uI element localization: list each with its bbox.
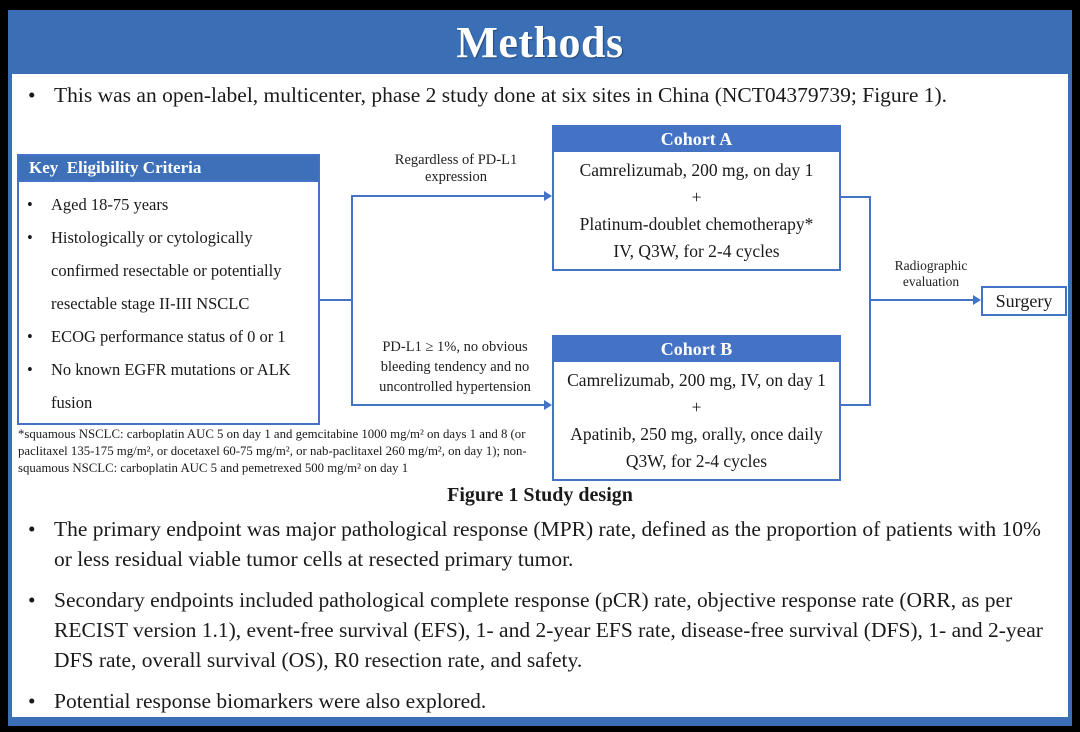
connector-line [320,299,351,301]
intro-bullet [28,80,1060,110]
intro-bullet-text: This was an open-label, multicenter, phase 2 study done at six sites in China (NCT04379739; Figure 1). [54,83,948,107]
slide-title-bar [8,10,1072,74]
cohort-a-line: + [691,187,702,207]
connector-line [841,196,869,198]
bullet-icon: • [27,327,33,346]
connector-line [351,195,353,406]
cohort-b-header: Cohort B [554,337,839,362]
connector-line [841,404,869,406]
bullet-icon: • [28,83,36,107]
bullet-item [28,514,1062,574]
eligibility-item-text: ECOG performance status of 0 or 1 [51,327,286,346]
bullet-icon: • [27,360,33,379]
bullet-icon: • [27,195,33,214]
eligibility-item [27,221,316,320]
arrow-to-surgery [869,299,975,301]
cohort-b-body [554,362,839,479]
bullet-icon: • [27,228,33,247]
eligibility-item [27,188,316,221]
cohort-a-body [554,152,839,269]
arrowhead-icon [544,400,552,410]
slide-content [8,74,1072,717]
bullet-text: The primary endpoint was major pathological response (MPR) rate, defined as the proportion of patients with 10% or less residual viable tumor cells at resected primary tumor. [54,517,1041,571]
cohort-a-line: Camrelizumab, 200 mg, on day 1 [579,160,814,180]
bullet-item [28,686,1062,716]
eligibility-item [27,320,316,353]
chemotherapy-footnote: *squamous NSCLC: carboplatin AUC 5 on day 1 and gemcitabine 1000 mg/m² on days 1 and 8 (or paclitaxel 135-175 mg/m², or docetaxel 60-75 mg/m², or nab-paclitaxel 260 mg/m², on day 1); non-squamous NSCLC: carboplatin AUC 5 and pemetrexed 500 mg/m² on day 1 [18,427,527,475]
eligibility-item [27,353,316,419]
cohort-a-line: Platinum-doublet chemotherapy* [579,214,814,234]
radiographic-evaluation-label: Radiographic evaluation [894,258,968,289]
eligibility-header: Key Eligibility Criteria [17,154,320,182]
surgery-box: Surgery [981,286,1067,316]
figure-caption: Figure 1 Study design [447,484,633,506]
bullet-icon: • [28,689,36,713]
cohort-b-box [552,335,841,481]
cohort-a-line: IV, Q3W, for 2-4 cycles [613,241,780,261]
eligibility-item-text: Aged 18-75 years [51,195,169,214]
arrowhead-icon [973,295,981,305]
arrow-to-cohort-b [351,404,546,406]
cohort-b-line: Q3W, for 2-4 cycles [625,451,768,471]
cohort-b-line: Camrelizumab, 200 mg, IV, on day 1 [567,370,826,390]
arrowhead-icon [544,191,552,201]
eligibility-item-text: Histologically or cytologically confirmed resectable or potentially resectable stage II-III NSCLC [51,228,282,313]
branch-label-bottom: PD-L1 ≥ 1%, no obvious bleeding tendency and no uncontrolled hypertension [379,339,531,395]
arrow-to-cohort-a [351,195,546,197]
bullet-item [28,585,1062,675]
eligibility-item-text: No known EGFR mutations or ALK fusion [51,360,291,412]
cohort-b-line: Apatinib, 250 mg, orally, once daily [570,424,823,444]
bullet-icon: • [28,517,36,541]
bottom-accent-bar [8,717,1072,726]
cohort-b-line: + [691,397,702,417]
cohort-a-header: Cohort A [554,127,839,152]
bullet-text: Secondary endpoints included pathological complete response (pCR) rate, objective response rate (ORR, as per RECIST version 1.1), event-free survival (EFS), 1- and 2-year EFS rate, disease-free survival (DFS), 1- and 2-year DFS rate, overall survival (OS), R0 resection rate, and safety. [54,588,1043,672]
branch-label-top: Regardless of PD-L1 expression [394,152,518,185]
eligibility-body [17,182,320,425]
page-title: Methods [456,17,624,67]
endpoint-bullets [28,514,1062,727]
eligibility-box [17,154,320,425]
connector-line [869,196,871,406]
bullet-text: Potential response biomarkers were also explored. [54,689,487,713]
bullet-icon: • [28,588,36,612]
cohort-a-box [552,125,841,271]
